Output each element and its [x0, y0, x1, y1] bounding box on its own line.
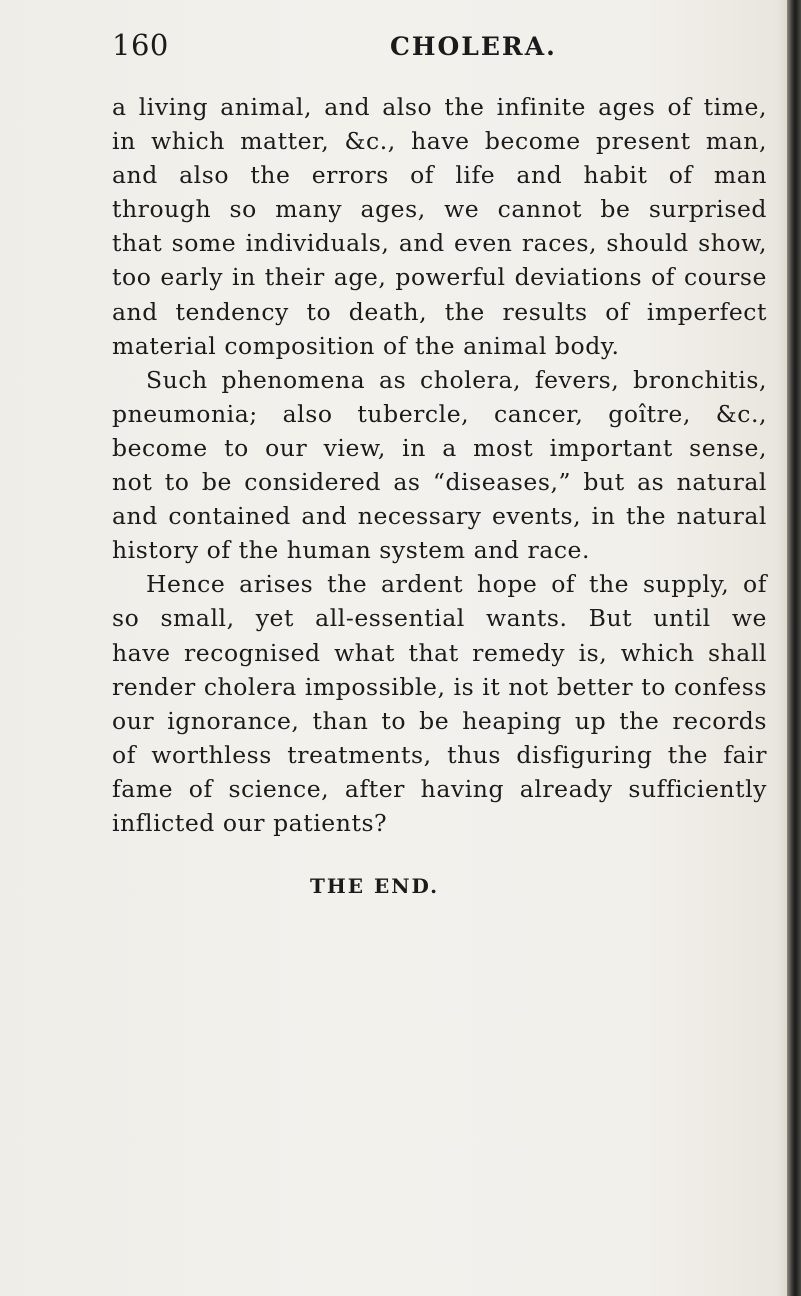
- text-line: not to be considered as “diseases,” but as natural: [112, 468, 767, 497]
- text-line: too early in their age, powerful deviations of course: [112, 263, 767, 292]
- page-header: [112, 28, 772, 68]
- text-line: and contained and necessary events, in the natural: [112, 502, 767, 531]
- text-line: and tendency to death, the results of imperfect: [112, 297, 767, 326]
- page-number: 160: [112, 28, 169, 62]
- text-line: render cholera impossible, is it not better to confess: [112, 672, 767, 701]
- text-line: our ignorance, than to be heaping up the records: [112, 706, 767, 735]
- the-end-label: THE END.: [310, 874, 440, 898]
- text-line: of worthless treatments, thus disfiguring the fair: [112, 740, 767, 769]
- text-line: that some individuals, and even races, should show,: [112, 229, 767, 258]
- page-edge-shadow: [787, 0, 801, 1296]
- running-head: CHOLERA.: [390, 32, 557, 61]
- text-line: a living animal, and also the infinite ages of time,: [112, 93, 767, 121]
- text-line: Such phenomena as cholera, fevers, bronchitis,: [146, 365, 767, 394]
- text-line: so small, yet all-essential wants. But until we: [112, 604, 767, 633]
- text-line: fame of science, after having already sufficiently: [112, 774, 767, 803]
- text-line: have recognised what that remedy is, which shall: [112, 638, 767, 667]
- text-line: through so many ages, we cannot be surprised: [112, 195, 767, 224]
- body-text: [112, 90, 767, 840]
- text-line: history of the human system and race.: [112, 536, 591, 565]
- text-line: in which matter, &c., have become present man,: [112, 127, 767, 156]
- text-line: pneumonia; also tubercle, cancer, goître, &c.,: [112, 399, 767, 428]
- text-line: material composition of the animal body.: [112, 331, 620, 360]
- text-line: and also the errors of life and habit of man: [112, 161, 767, 190]
- text-line: become to our view, in a most important sense,: [112, 433, 767, 462]
- text-line: inflicted our patients?: [112, 808, 388, 837]
- text-line: Hence arises the ardent hope of the supply, of: [146, 570, 767, 599]
